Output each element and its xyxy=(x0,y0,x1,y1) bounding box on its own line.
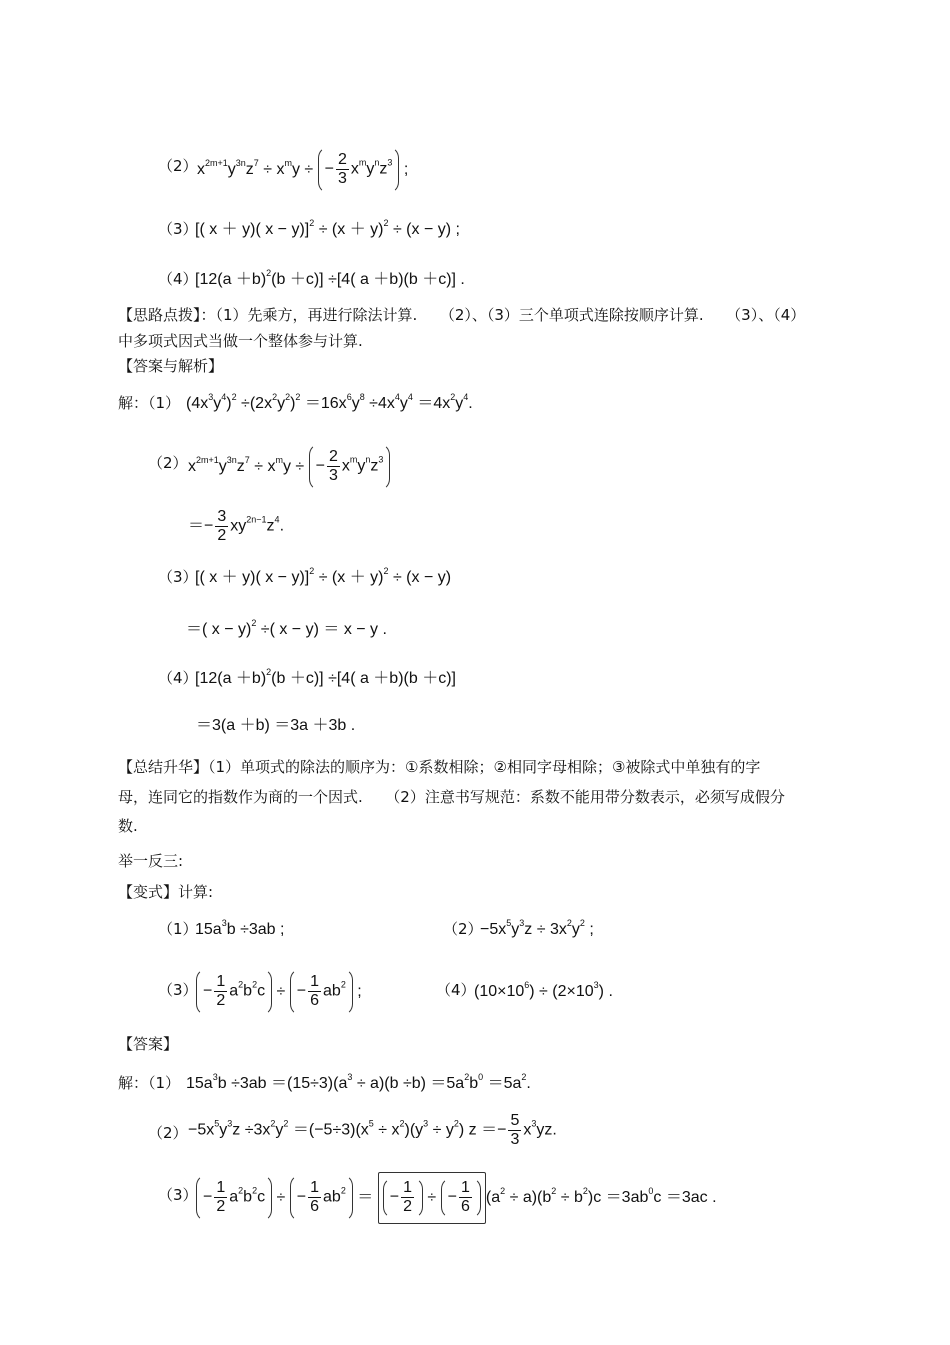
math-expression: [( x ＋ y)( $x - y)]^2 \div (x + y)^2 \div (x - y)$ xyxy=(195,566,452,586)
math-result: ＝3(a ＋b) ＝3a ＋3b . xyxy=(196,717,356,734)
math-expression: − $\frac{1}{2}$ $a^2b^2c$ ÷ − $\frac{1}{6}$ $ab^2$ ; xyxy=(196,968,362,1016)
math-expression: $[12(a +b)^2(b +c)] \div[4$( a ＋b)(b ＋c)] xyxy=(195,667,456,687)
answer-label: 解：（1） xyxy=(118,1074,181,1092)
math-result: ＝( x − y)$^2$ ÷( x − y) ＝ x − y . xyxy=(186,618,387,638)
variant-label: （2） xyxy=(443,920,483,938)
variant-heading: 【变式】计算: xyxy=(118,883,214,901)
solution-label: （4） xyxy=(158,669,198,687)
answer-label: （3） xyxy=(158,1186,198,1204)
variant-label: （4） xyxy=(436,981,476,999)
math-expression: $x^{2m+1}y^{3n}z^7 \div x^my$ ÷ − $\frac{2}{3}$ $x^my^nz^3$ xyxy=(188,443,390,491)
math-expression: [( x ＋ y)( $x - y)]^2 \div (x + y)^2 \div (x - y)$ ; xyxy=(195,218,460,238)
hint-text-line2: 中多项式因式当做一个整体参与计算. xyxy=(118,332,363,350)
summary-line2: 母，连同它的指数作为商的一个因式. （2）注意书写规范：系数不能用带分数表示，必须写成假分 xyxy=(118,788,785,806)
math-result: ＝− $\frac{3}{2}$ $xy^{2n-1}z^4$. xyxy=(188,508,285,544)
solution-label: （2） xyxy=(148,454,188,472)
math-expression: $x^{2m+1}y^{3n}z^7 \div x^my$ ÷ − $\frac{2}{3}$ $x^my^nz^3$ ; xyxy=(197,146,408,194)
variant-label: （1） xyxy=(158,920,198,938)
math-expression: $(10\times 10^6) \div (2\times 10^3)$ . xyxy=(474,980,613,1000)
math-expression: $15a^3b \div 3ab =(15\div 3)(a^3 \div a)(b \div b) =5a^2b^0 =5a^2$. xyxy=(186,1072,531,1092)
practice-heading: 举一反三: xyxy=(118,852,184,870)
answer-label: （2） xyxy=(148,1124,188,1142)
problem-label: （2） xyxy=(158,157,198,175)
summary-title: 【总结升华】 xyxy=(118,758,209,776)
math-expression: $15a^3b \div 3ab$ ; xyxy=(195,918,285,938)
math-expression: $[12(a +b)^2(b +c)] \div[4$( a ＋b)(b ＋c)] . xyxy=(195,268,465,288)
hint-text: ：（1）先乘方，再进行除法计算. （2）、（3）三个单项式连除按顺序计算. （3）、（4） xyxy=(200,306,806,324)
answer-heading: 【答案与解析】 xyxy=(118,357,224,375)
math-expression: − $\frac{1}{2}$ $a^2b^2c$ ÷ − $\frac{1}{6}$ $ab^2$ ＝ − $\frac{1}{2}$ ÷ − $\frac{1}{6}$ $(a^2 \div a)(b^2 \div b^2)c =3ab^0c =3ac$ . xyxy=(196,1172,717,1224)
math-expression: $-5x^5y^3z \div 3x^2y^2$ ; xyxy=(480,918,594,938)
summary-line3: 数. xyxy=(118,817,138,835)
summary-line1 xyxy=(118,757,760,777)
hint-heading xyxy=(118,305,805,325)
solution-label: （3） xyxy=(158,568,198,586)
solution-label: 解：（1） xyxy=(118,394,181,412)
problem-label: （4） xyxy=(158,270,198,288)
summary-text: （1）单项式的除法的顺序为：①系数相除；②相同字母相除；③被除式中单独有的字 xyxy=(208,758,761,776)
math-expression: $(4x^3y^4)^2 \div(2x^2y^2)^2 =16x^6y^8 \div 4x^4y^4 =4x^2y^4$. xyxy=(186,392,473,412)
problem-label: （3） xyxy=(158,220,198,238)
variant-label: （3） xyxy=(158,981,198,999)
math-expression: $-5x^5y^3z \div 3x^2y^2 =(-5\div 3)(x^5 \div x^2)(y^3 \div y^2) z$ ＝− $\frac{5}{3}$ $x^3yz$. xyxy=(188,1112,557,1148)
hint-title: 【思路点拨】 xyxy=(118,306,201,324)
answer2-heading: 【答案】 xyxy=(118,1035,179,1053)
